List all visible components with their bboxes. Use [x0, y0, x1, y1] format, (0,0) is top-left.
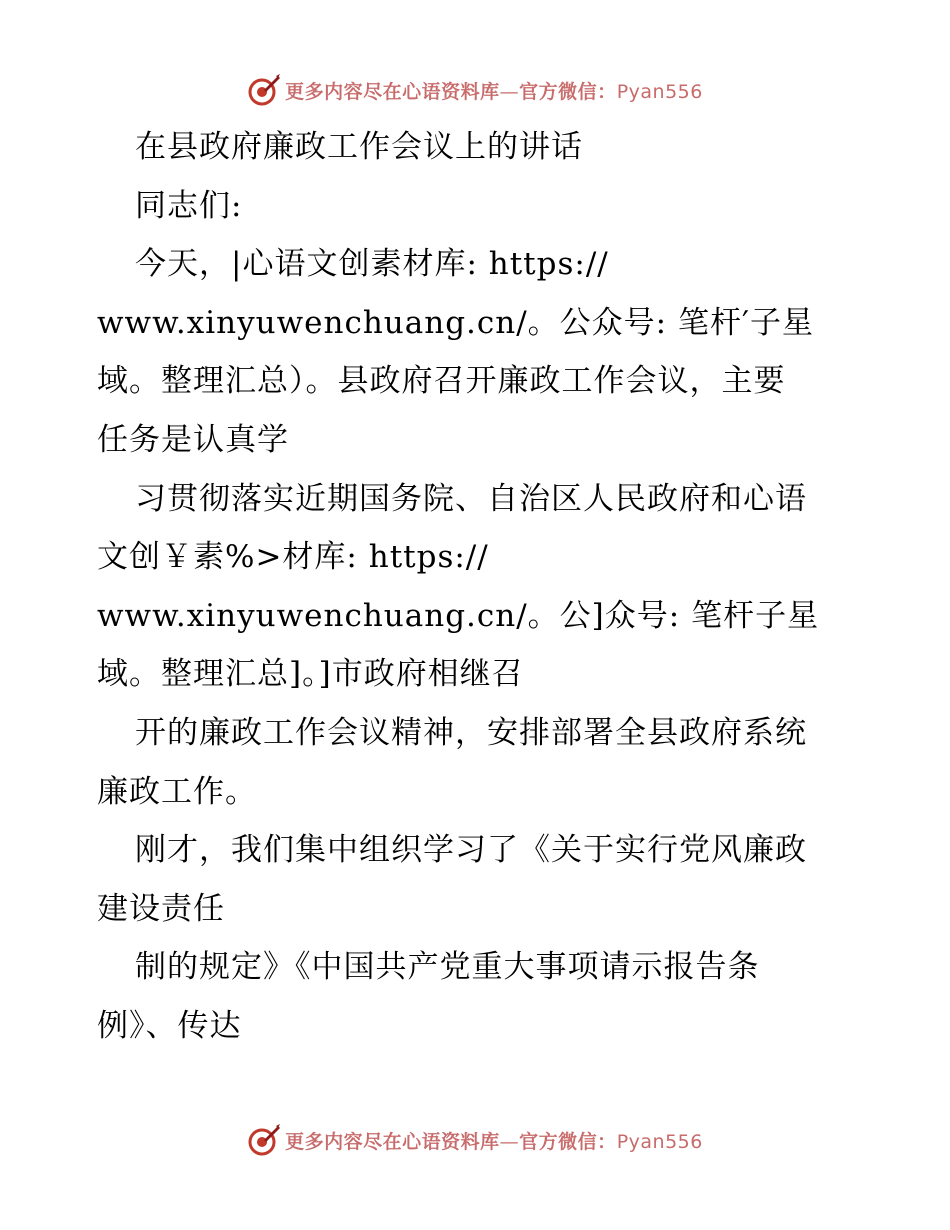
- text-line: 域。整理汇总]。]市政府相继召: [97, 656, 524, 693]
- text-line: 同志们:: [135, 187, 243, 224]
- footer-banner: [0, 1120, 950, 1160]
- header-banner: [0, 70, 950, 110]
- text-line: 廉政工作。: [97, 773, 257, 810]
- text-line: 例》、传达: [97, 1007, 242, 1044]
- text-line: 建设责任: [97, 890, 225, 927]
- footer-banner-text: 更多内容尽在心语资料库—官方微信：Pyan556: [285, 1130, 703, 1153]
- text-line: 任务是认真学: [97, 421, 289, 458]
- text-line: 习贯彻落实近期国务院、自治区人民政府和心语: [135, 480, 807, 517]
- text-line: 域。整理汇总）。县政府召开廉政工作会议，主要: [97, 363, 786, 400]
- text-line: 刚才，我们集中组织学习了《关于实行党风廉政: [135, 832, 807, 869]
- brand-logo-icon: [247, 73, 281, 107]
- text-line: 今天，|心语文创素材库: https://: [135, 246, 609, 283]
- text-line: www.xinyuwenchuang.cn/。公众号: 笔杆′子星: [97, 304, 815, 341]
- brand-logo-icon: [247, 1123, 281, 1157]
- text-line: 文创￥素%>材库: https://: [97, 539, 489, 576]
- header-banner-text: 更多内容尽在心语资料库—官方微信：Pyan556: [285, 80, 703, 103]
- text-line: 制的规定》《中国共产党重大事项请示报告条: [135, 949, 760, 986]
- text-line: www.xinyuwenchuang.cn/。公]众号: 笔杆子星: [97, 597, 820, 634]
- document-body: [97, 118, 867, 1056]
- text-line: 开的廉政工作会议精神，安排部署全县政府系统: [135, 714, 807, 751]
- text-line: 在县政府廉政工作会议上的讲话: [135, 129, 583, 165]
